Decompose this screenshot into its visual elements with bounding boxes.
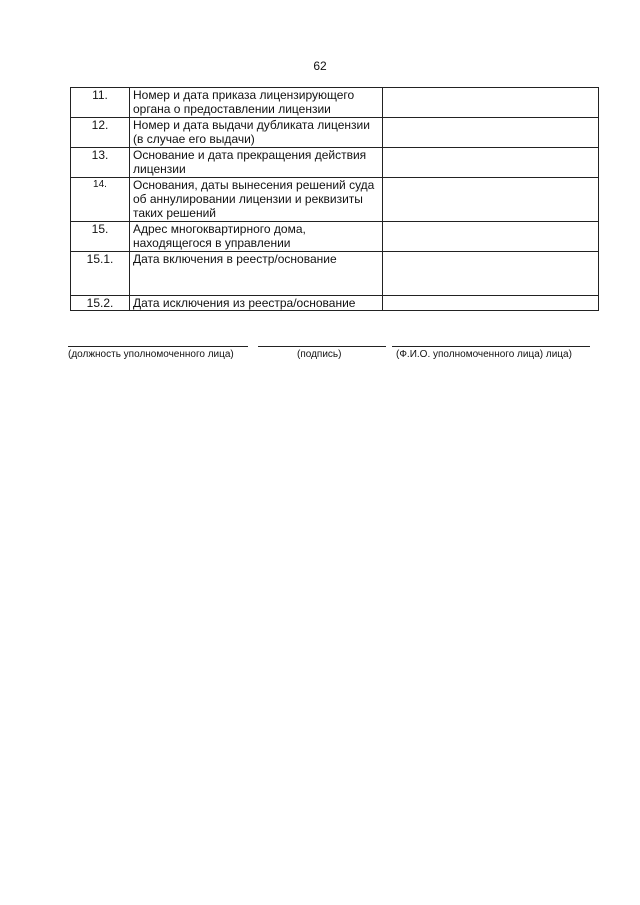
table-row (71, 296, 599, 311)
position-signature-line[interactable] (68, 346, 248, 347)
row-value[interactable] (383, 222, 599, 252)
name-caption: (Ф.И.О. уполномоченного лица) лица) (396, 349, 572, 360)
row-description: Основание и дата прекращения действия лицензии (130, 148, 383, 178)
row-description: Номер и дата выдачи дубликата лицензии (в случае его выдачи) (130, 118, 383, 148)
row-description: Основания, даты вынесения решений суда об аннулировании лицензии и реквизиты таких решений (130, 178, 383, 222)
table-row (71, 222, 599, 252)
row-value[interactable] (383, 178, 599, 222)
row-value[interactable] (383, 252, 599, 296)
row-number: 15. (71, 222, 130, 252)
row-description: Дата исключения из реестра/основание (130, 296, 383, 311)
signature-block (68, 342, 590, 372)
row-number: 14. (71, 178, 130, 222)
page-number: 62 (313, 59, 327, 73)
row-number: 15.2. (71, 296, 130, 311)
position-caption: (должность уполномоченного лица) (68, 349, 234, 360)
table-row (71, 252, 599, 296)
table-row (71, 88, 599, 118)
row-value[interactable] (383, 118, 599, 148)
signature-caption: (подпись) (297, 349, 342, 360)
name-signature-line[interactable] (392, 346, 590, 347)
row-description: Номер и дата приказа лицензирующего органа о предоставлении лицензии (130, 88, 383, 118)
row-description: Адрес многоквартирного дома, находящегося в управлении (130, 222, 383, 252)
row-number: 12. (71, 118, 130, 148)
row-value[interactable] (383, 296, 599, 311)
license-registry-table (70, 87, 599, 311)
row-number: 13. (71, 148, 130, 178)
table-row (71, 148, 599, 178)
row-description: Дата включения в реестр/основание (130, 252, 383, 296)
table-row (71, 178, 599, 222)
signature-line[interactable] (258, 346, 386, 347)
row-value[interactable] (383, 148, 599, 178)
row-number: 15.1. (71, 252, 130, 296)
row-number: 11. (71, 88, 130, 118)
row-value[interactable] (383, 88, 599, 118)
table-row (71, 118, 599, 148)
